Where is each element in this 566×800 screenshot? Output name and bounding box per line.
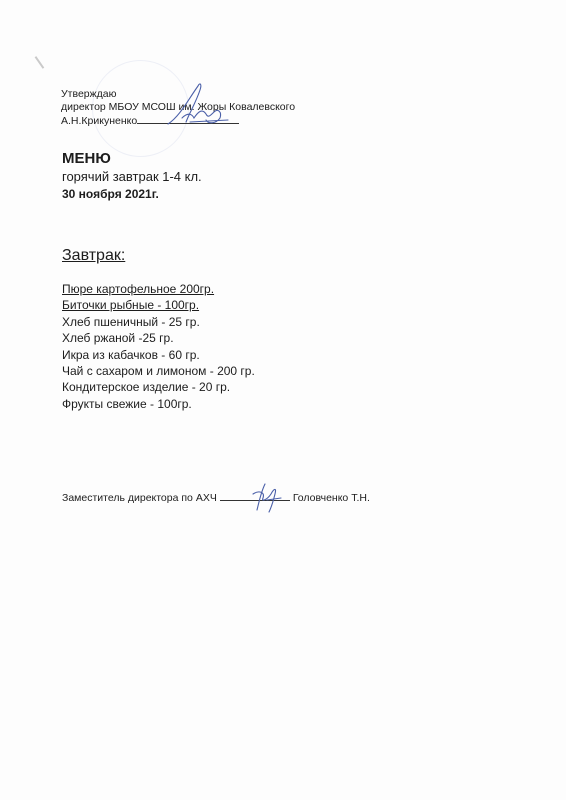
- menu-date: 30 ноября 2021г.: [62, 187, 159, 201]
- deputy-signature: [243, 478, 288, 514]
- footer-position: Заместитель директора по АХЧ: [62, 492, 217, 504]
- menu-subtitle: горячий завтрак 1-4 кл.: [62, 169, 202, 184]
- approval-label: Утверждаю: [61, 88, 117, 100]
- list-item: Фрукты свежие - 100гр.: [62, 396, 192, 411]
- breakfast-list: [62, 281, 255, 412]
- paper-fold-mark: [35, 53, 49, 68]
- list-item: Хлеб ржаной -25 гр.: [62, 331, 174, 346]
- approval-signer-name: А.Н.Крикуненко: [61, 115, 138, 127]
- footer-name: Головченко Т.Н.: [292, 492, 370, 504]
- menu-title: МЕНЮ: [62, 150, 111, 167]
- list-item: Хлеб пшеничный - 25 гр.: [62, 314, 200, 329]
- list-item: Кондитерское изделие - 20 гр.: [62, 380, 231, 395]
- approval-position: директор МБОУ МСОШ им. Жоры Ковалевского: [61, 101, 296, 113]
- list-item: Пюре картофельное 200гр.: [62, 282, 215, 296]
- footer-signoff: [62, 491, 370, 504]
- list-item: Икра из кабачков - 60 гр.: [62, 347, 200, 362]
- director-signature: [160, 78, 235, 133]
- list-item: Биточки рыбные - 100гр.: [62, 298, 200, 313]
- list-item: Чай с сахаром и лимоном - 200 гр.: [62, 364, 255, 379]
- breakfast-heading: Завтрак:: [62, 247, 126, 264]
